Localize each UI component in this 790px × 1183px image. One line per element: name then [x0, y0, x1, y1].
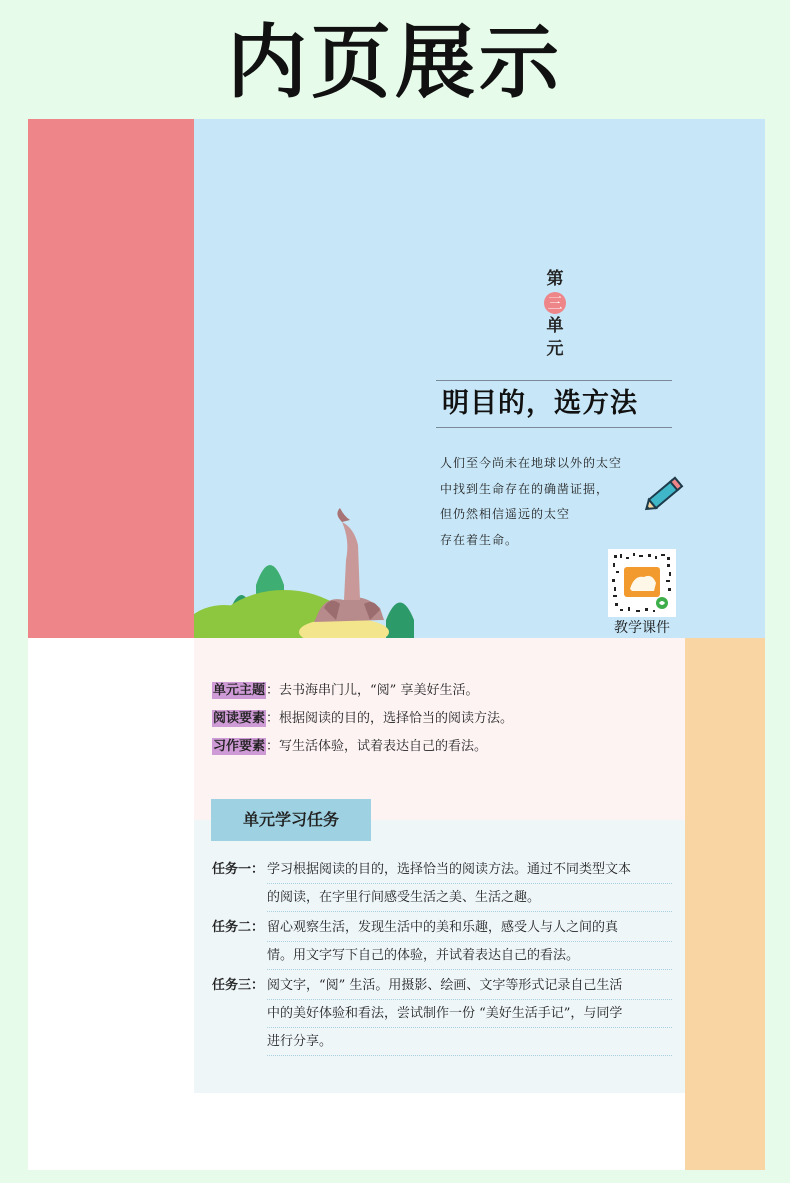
goal-tag: 阅读要素 [213, 711, 266, 726]
task-line: 的阅读，在字里行间感受生活之美、生活之趣。 [267, 884, 672, 912]
unit-number-badge: 三 [544, 292, 566, 314]
task-line: 阅文字，“阅” 生活。用摄影、绘画、文字等形式记录自己生活 [267, 972, 672, 1000]
tasks-header [211, 799, 371, 841]
task-item [212, 856, 672, 912]
goal-row [212, 736, 682, 764]
unit-label-char-1: 单 [546, 316, 564, 336]
goal-tag: 习作要素 [213, 739, 266, 754]
peach-side-panel [685, 638, 765, 1170]
task-label: 任务三： [212, 978, 265, 993]
goal-text: ：去书海串门儿，“阅” 享美好生活。 [266, 683, 479, 698]
task-line: 情。用文字写下自己的体验，并试着表达自己的看法。 [267, 942, 672, 970]
task-item [212, 972, 672, 1056]
tree-right [386, 603, 414, 639]
goal-text: ：写生活体验，试着表达自己的看法。 [266, 739, 488, 754]
task-line: 留心观察生活，发现生活中的美和乐趣，感受人与人之间的真 [267, 914, 672, 942]
qr-label: 教学课件 [614, 620, 670, 636]
pink-side-panel [28, 119, 194, 638]
goal-row [212, 680, 682, 708]
quote-line: 但仍然相信遥远的太空 [440, 507, 571, 521]
task-item [212, 914, 672, 970]
unit-label-char-2: 元 [546, 339, 564, 359]
goat-statue-icon [314, 508, 384, 622]
goal-row [212, 708, 682, 736]
task-list [212, 856, 672, 1058]
quote-line: 中找到生命存在的确凿证据， [440, 481, 610, 496]
task-line: 中的美好体验和看法，尝试制作一份 “美好生活手记”，与同学 [267, 1000, 672, 1028]
goal-tag: 单元主题 [213, 683, 266, 698]
goal-text: ：根据阅读的目的，选择恰当的阅读方法。 [266, 711, 514, 726]
page-title: 内页展示 [227, 16, 563, 109]
tasks-header-label: 单元学习任务 [242, 810, 339, 829]
hills-statue-illustration [194, 500, 434, 638]
quote-line: 存在着生命。 [440, 532, 519, 547]
qr-code-icon[interactable] [608, 549, 676, 617]
unit-label-top: 第 [546, 269, 564, 289]
task-label: 任务二： [212, 920, 265, 935]
quote-line: 人们至今尚未在地球以外的太空 [440, 456, 623, 470]
unit-title-frame [436, 380, 672, 428]
task-line: 进行分享。 [267, 1028, 672, 1056]
task-label: 任务一： [212, 862, 265, 877]
unit-goals [212, 680, 682, 764]
pencil-icon [641, 470, 689, 518]
unit-quote [440, 451, 660, 553]
unit-number-label [533, 268, 577, 361]
unit-title: 明目的，选方法 [442, 388, 638, 419]
task-line: 学习根据阅读的目的，选择恰当的阅读方法。通过不同类型文本 [267, 856, 672, 884]
